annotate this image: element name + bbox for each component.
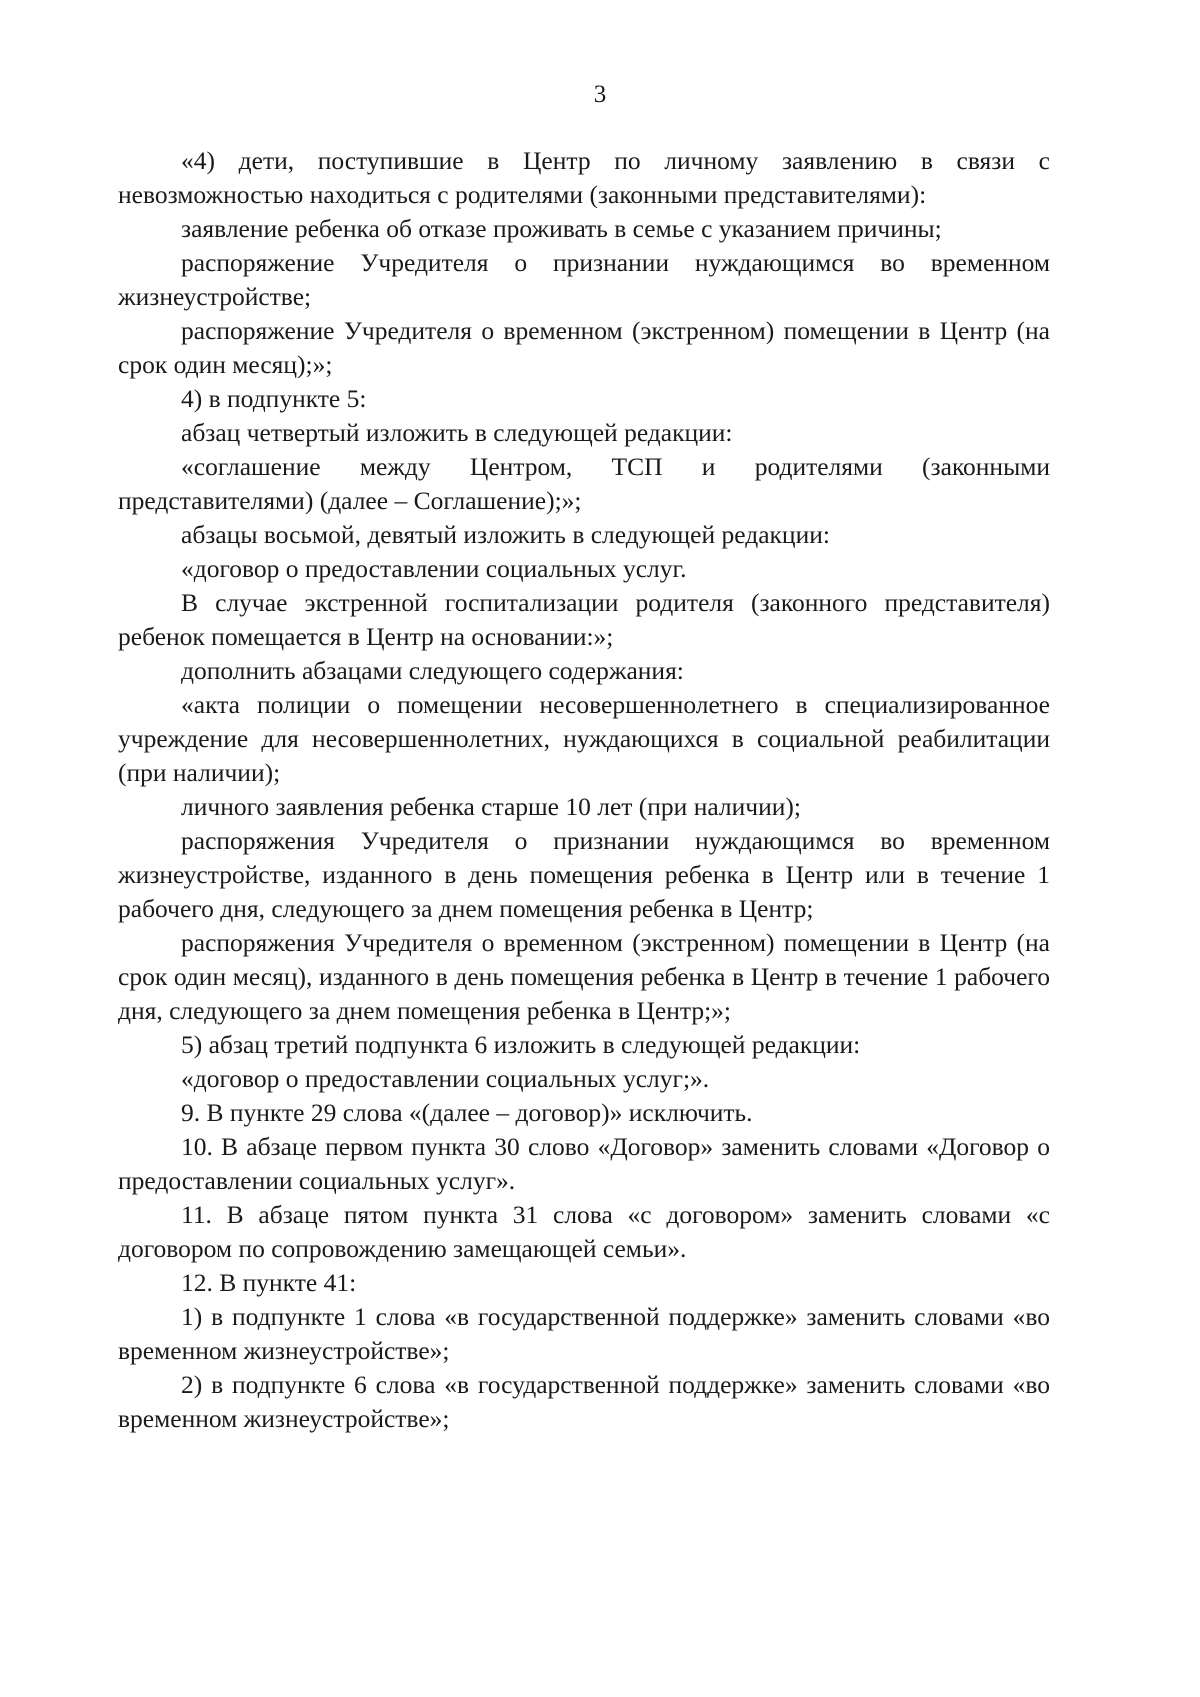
paragraph-item-31: 11. В абзаце пятом пункта 31 слова «с договором» заменить словами «с договором по сопровождению замещающей семьи».	[118, 1200, 1050, 1263]
paragraph-founder-order-recognition: распоряжение Учредителя о признании нуждающимся во временном жизнеустройстве;	[118, 248, 1050, 311]
paragraph-founder-orders-recognition-issued: распоряжения Учредителя о признании нуждающимся во временном жизнеустройстве, изданного в день помещения ребенка в Центр или в течение 1 рабочего дня, следующего за днем помещения ребенка в Центр;	[118, 826, 1050, 923]
document-body	[118, 144, 1050, 1436]
paragraph-police-act: «акта полиции о помещении несовершеннолетнего в специализированное учреждение для несовершеннолетних, нуждающихся в социальной реабилитации (при наличии);	[118, 690, 1050, 787]
paragraph-contract-social-services-2: «договор о предоставлении социальных услуг;».	[181, 1064, 710, 1093]
paragraph-fourth-abzac-edit: абзац четвертый изложить в следующей редакции:	[181, 418, 733, 447]
paragraph-subitem-6-third-abzac: 5) абзац третий подпункта 6 изложить в следующей редакции:	[181, 1030, 861, 1059]
paragraph-agreement-text: «соглашение между Центром, ТСП и родителями (законными представителями) (далее – Соглашение);»;	[118, 452, 1050, 515]
paragraph-item-41-heading: 12. В пункте 41:	[181, 1268, 357, 1297]
paragraph-item-29: 9. В пункте 29 слова «(далее – договор)» исключить.	[181, 1098, 753, 1127]
paragraph-supplement-abzacs: дополнить абзацами следующего содержания:	[181, 656, 684, 685]
paragraph-contract-social-services: «договор о предоставлении социальных услуг.	[181, 554, 687, 583]
paragraph-item-4-children-application: «4) дети, поступившие в Центр по личному заявлению в связи с невозможностью находиться с родителями (законными представителями):	[118, 146, 1050, 209]
paragraph-eighth-ninth-abzac-edit: абзацы восьмой, девятый изложить в следующей редакции:	[181, 520, 830, 549]
paragraph-founder-orders-temporary-issued: распоряжения Учредителя о временном (экстренном) помещении в Центр (на срок один месяц), изданного в день помещения ребенка в Центр в течение 1 рабочего дня, следующего за днем помещения ребенка в Центр;»;	[118, 928, 1050, 1025]
paragraph-founder-order-temporary-placement: распоряжение Учредителя о временном (экстренном) помещении в Центр (на срок один месяц);»;	[118, 316, 1050, 379]
paragraph-subitem-5-heading: 4) в подпункте 5:	[181, 384, 367, 413]
paragraph-item-30: 10. В абзаце первом пункта 30 слово «Договор» заменить словами «Договор о предоставлении социальных услуг».	[118, 1132, 1050, 1195]
paragraph-item-41-subitem-1: 1) в подпункте 1 слова «в государственной поддержке» заменить словами «во временном жизнеустройстве»;	[118, 1302, 1050, 1365]
paragraph-emergency-hospitalization: В случае экстренной госпитализации родителя (законного представителя) ребенок помещается в Центр на основании:»;	[118, 588, 1050, 651]
paragraph-child-refusal-statement: заявление ребенка об отказе проживать в семье с указанием причины;	[181, 214, 942, 243]
paragraph-item-41-subitem-6: 2) в подпункте 6 слова «в государственной поддержке» заменить словами «во временном жизнеустройстве»;	[118, 1370, 1050, 1433]
paragraph-child-personal-statement: личного заявления ребенка старше 10 лет (при наличии);	[181, 792, 801, 821]
page-number: 3	[593, 81, 607, 108]
